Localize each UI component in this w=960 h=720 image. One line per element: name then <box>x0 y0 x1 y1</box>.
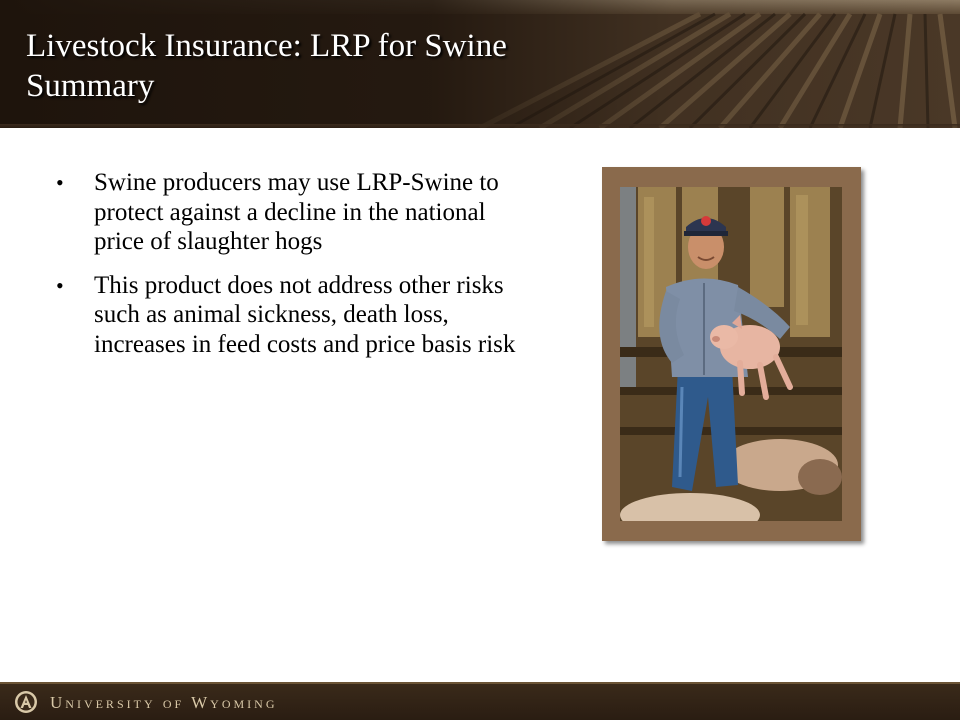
header-shadow <box>0 124 960 128</box>
farmer-holding-piglet-photo <box>620 187 842 521</box>
bullet-item <box>56 168 536 257</box>
bullet-text: This product does not address other risks such as animal sickness, death loss, increases in feed costs and price basis risk <box>94 271 516 358</box>
slide-title: Livestock Insurance: LRP for Swine Summary <box>26 28 507 104</box>
footer-institution-name: University of Wyoming <box>50 693 278 712</box>
photo-frame <box>602 167 861 541</box>
bullet-text: Swine producers may use LRP-Swine to protect against a decline in the national price of slaughter hogs <box>94 169 499 255</box>
wyoming-logo-icon <box>14 690 38 714</box>
footer-bar <box>0 682 960 720</box>
bullet-dot: • <box>56 272 64 298</box>
bullet-item <box>56 271 536 360</box>
bullet-list <box>56 168 536 373</box>
header-banner <box>0 0 960 128</box>
bullet-dot: • <box>56 170 64 195</box>
